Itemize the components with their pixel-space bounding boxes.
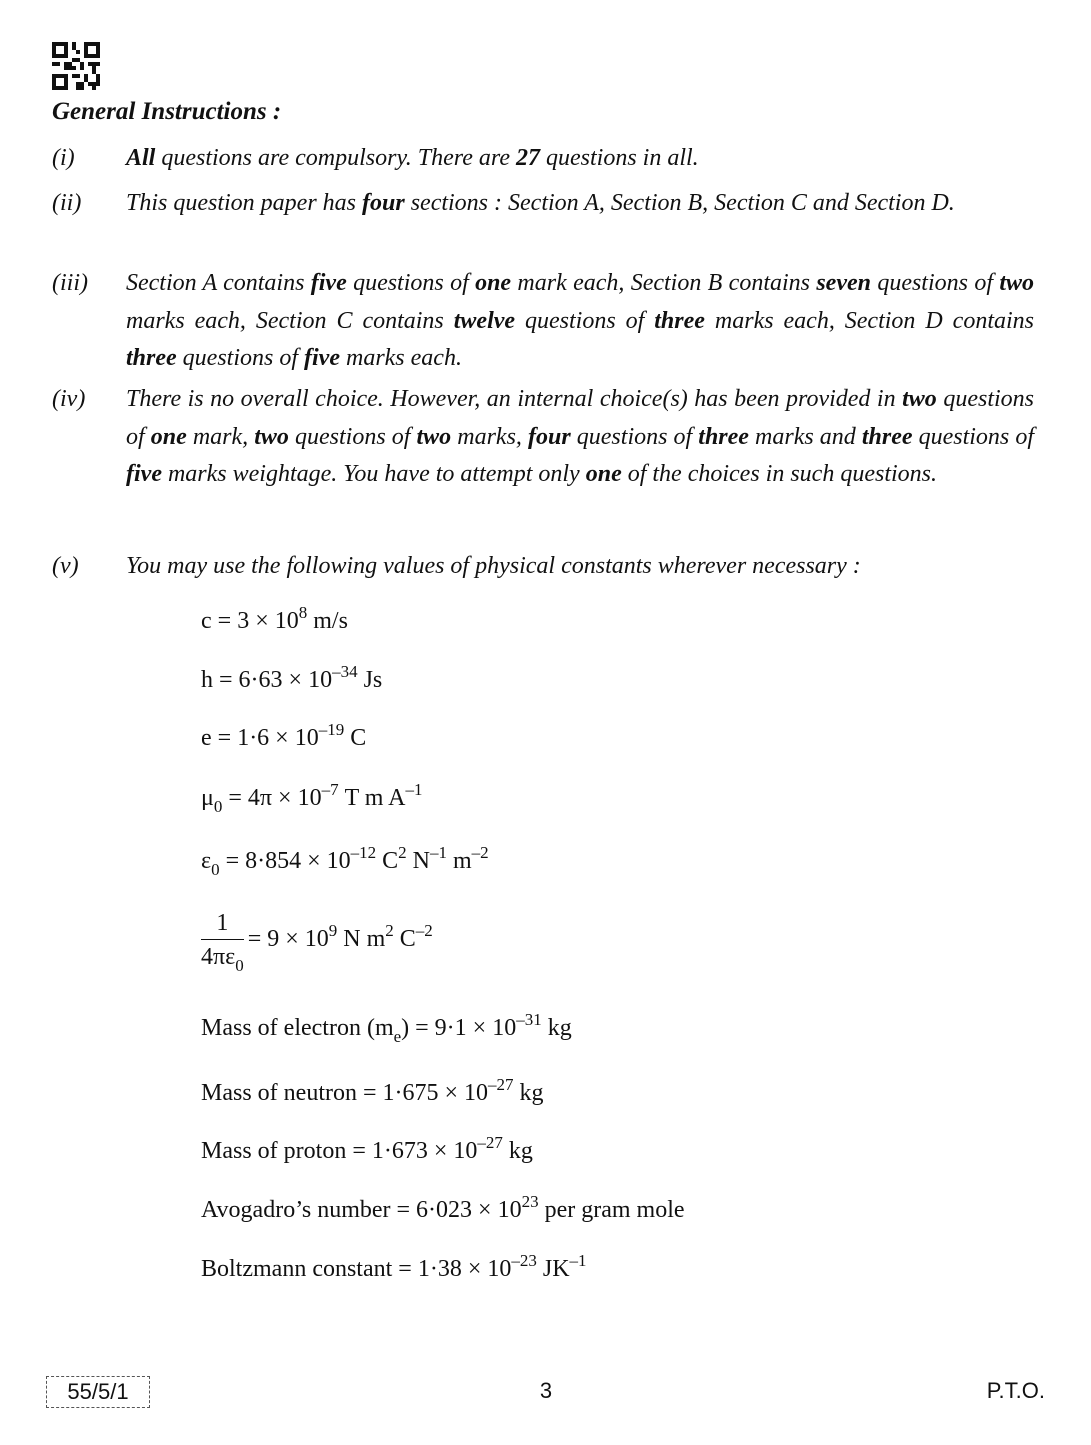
superscript: –2 [415,921,433,941]
instruction-text [126,185,1034,223]
coulomb-value [247,921,433,953]
text-run: μ [201,785,214,811]
emphasis-text: All [126,145,156,171]
text-run: kg [502,1138,533,1164]
emphasis-text: three [861,423,913,450]
text-run: T m A [338,785,406,811]
text-run: e = 1·6 × 10 [201,725,319,751]
emphasis-text: four [528,423,571,450]
emphasis-text: two [999,270,1035,296]
text-run: questions of [912,423,1035,450]
instruction-item [52,548,1034,586]
superscript: 2 [398,843,407,862]
constant-proton-mass [201,1133,533,1165]
text-run: h = 6·63 × 10 [201,667,333,693]
text-run: This question paper has [126,190,363,216]
superscript: –31 [516,1010,542,1029]
emphasis-text: seven [816,270,871,296]
superscript: –27 [488,1075,514,1094]
text-run: mark, [186,423,255,450]
text-run: Js [357,667,383,693]
text-run: Section A contains [126,270,311,296]
emphasis-text: two [254,423,289,450]
emphasis-text: five [310,270,347,296]
paper-code: 55/5/1 [46,1376,150,1408]
text-run: questions of [515,307,655,334]
superscript: –27 [477,1133,503,1152]
instruction-item [52,265,1034,378]
text-run: Avogadro’s number = 6·023 × 10 [201,1197,522,1223]
superscript: –1 [405,780,423,799]
text-run: marks each, Section D contains [704,307,1034,334]
text-run: C [344,725,367,751]
text-run: ) = 9·1 × 10 [401,1015,517,1041]
constant-boltzmann [201,1251,587,1283]
instruction-item [52,185,1034,223]
superscript: –19 [318,720,345,739]
instruction-text [126,140,1034,178]
emphasis-text: two [416,423,452,450]
constant-electron-mass [201,1010,572,1046]
text-run: kg [541,1015,572,1041]
fraction-numerator: 1 [201,910,244,940]
constant-speed-of-light [201,603,348,635]
superscript: –1 [430,843,447,862]
text-run: marks and [748,423,862,450]
fraction-denominator-text: 4πε [201,944,236,970]
superscript: –23 [511,1251,537,1270]
constant-avogadro [201,1192,685,1224]
fraction-denominator [201,940,244,975]
text-run: of the choices in such questions. [621,461,937,487]
text-run: questions of [870,270,1000,296]
text-run: marks, [451,423,529,450]
fraction [201,910,244,975]
text-run: You may use the following values of physical constants wherever necessary : [126,553,861,579]
text-run: Mass of electron (m [201,1015,394,1041]
constant-coulomb [201,910,433,975]
constant-permittivity [201,843,489,879]
instruction-number: (iv) [52,386,86,412]
superscript: 8 [298,603,308,622]
emphasis-text: one [585,461,622,487]
text-run: m [447,848,472,874]
text-run: marks each, Section C contains [126,307,454,334]
superscript: 23 [521,1192,539,1211]
text-run: kg [513,1080,544,1106]
text-run: = 4π × 10 [222,785,322,811]
text-run: C [393,926,416,953]
text-run: = 9 × 10 [247,926,329,953]
instruction-item [52,140,1034,178]
text-run: marks weightage. You have to attempt only [161,461,586,487]
emphasis-text: five [126,461,162,487]
instruction-item [52,381,1034,494]
superscript: 2 [385,921,394,941]
constant-neutron-mass [201,1075,544,1107]
constant-electron-charge [201,720,367,752]
page-number: 3 [539,1378,553,1403]
text-run: m/s [307,608,348,634]
text-run: C [376,848,399,874]
text-run: per gram mole [538,1197,685,1223]
instruction-number: (ii) [52,190,82,216]
instruction-text [126,548,1034,586]
text-run: questions of [288,423,417,450]
qr-code-icon [52,42,100,90]
text-run: questions in all. [539,145,699,171]
subscript: 0 [213,797,223,816]
emphasis-text: one [150,423,187,450]
pto-label: P.T.O. [986,1378,1045,1403]
constant-permeability [201,780,423,816]
instruction-number: (v) [52,553,79,579]
superscript: 9 [328,921,338,941]
text-run: N [406,848,430,874]
subscript: e [393,1027,402,1046]
text-run: marks each. [339,345,462,371]
emphasis-text: twelve [453,307,516,334]
text-run: questions of [126,386,1034,450]
emphasis-text: four [362,190,405,216]
emphasis-text: three [126,345,177,371]
emphasis-text: 27 [515,145,540,171]
text-run: questions of [570,423,699,450]
text-run: mark each, Section B contains [511,270,817,296]
emphasis-text: two [902,386,937,412]
subscript: 0 [211,860,220,879]
superscript: –34 [332,662,358,681]
text-run: There is no overall choice. However, an internal choice(s) has been provided in [126,386,903,412]
text-run: questions of [346,270,476,296]
instruction-text [126,381,1034,494]
text-run: JK [536,1256,570,1282]
text-run: ε [201,848,212,874]
text-run: Boltzmann constant = 1·38 × 10 [201,1256,512,1282]
emphasis-text: three [698,423,749,450]
emphasis-text: five [304,345,340,371]
fraction-denominator-sub: 0 [235,956,244,975]
text-run: Mass of proton = 1·673 × 10 [201,1138,478,1164]
text-run: Mass of neutron = 1·675 × 10 [201,1080,489,1106]
text-run: sections : Section A, Section B, Section C and Section D. [404,190,955,216]
constant-planck [201,662,383,694]
superscript: –12 [350,843,377,862]
text-run: c = 3 × 10 [201,608,299,634]
superscript: –1 [569,1251,587,1270]
instruction-text [126,265,1034,378]
general-instructions-heading: General Instructions : [52,98,282,125]
emphasis-text: three [654,307,705,334]
text-run: questions are compulsory. There are [155,145,516,171]
instruction-number: (iii) [52,270,88,296]
text-run: N m [337,926,386,953]
superscript: –7 [321,780,339,799]
superscript: –2 [471,843,489,862]
emphasis-text: one [475,270,512,296]
instruction-number: (i) [52,145,75,171]
text-run: = 8·854 × 10 [219,848,351,874]
text-run: questions of [176,345,305,371]
